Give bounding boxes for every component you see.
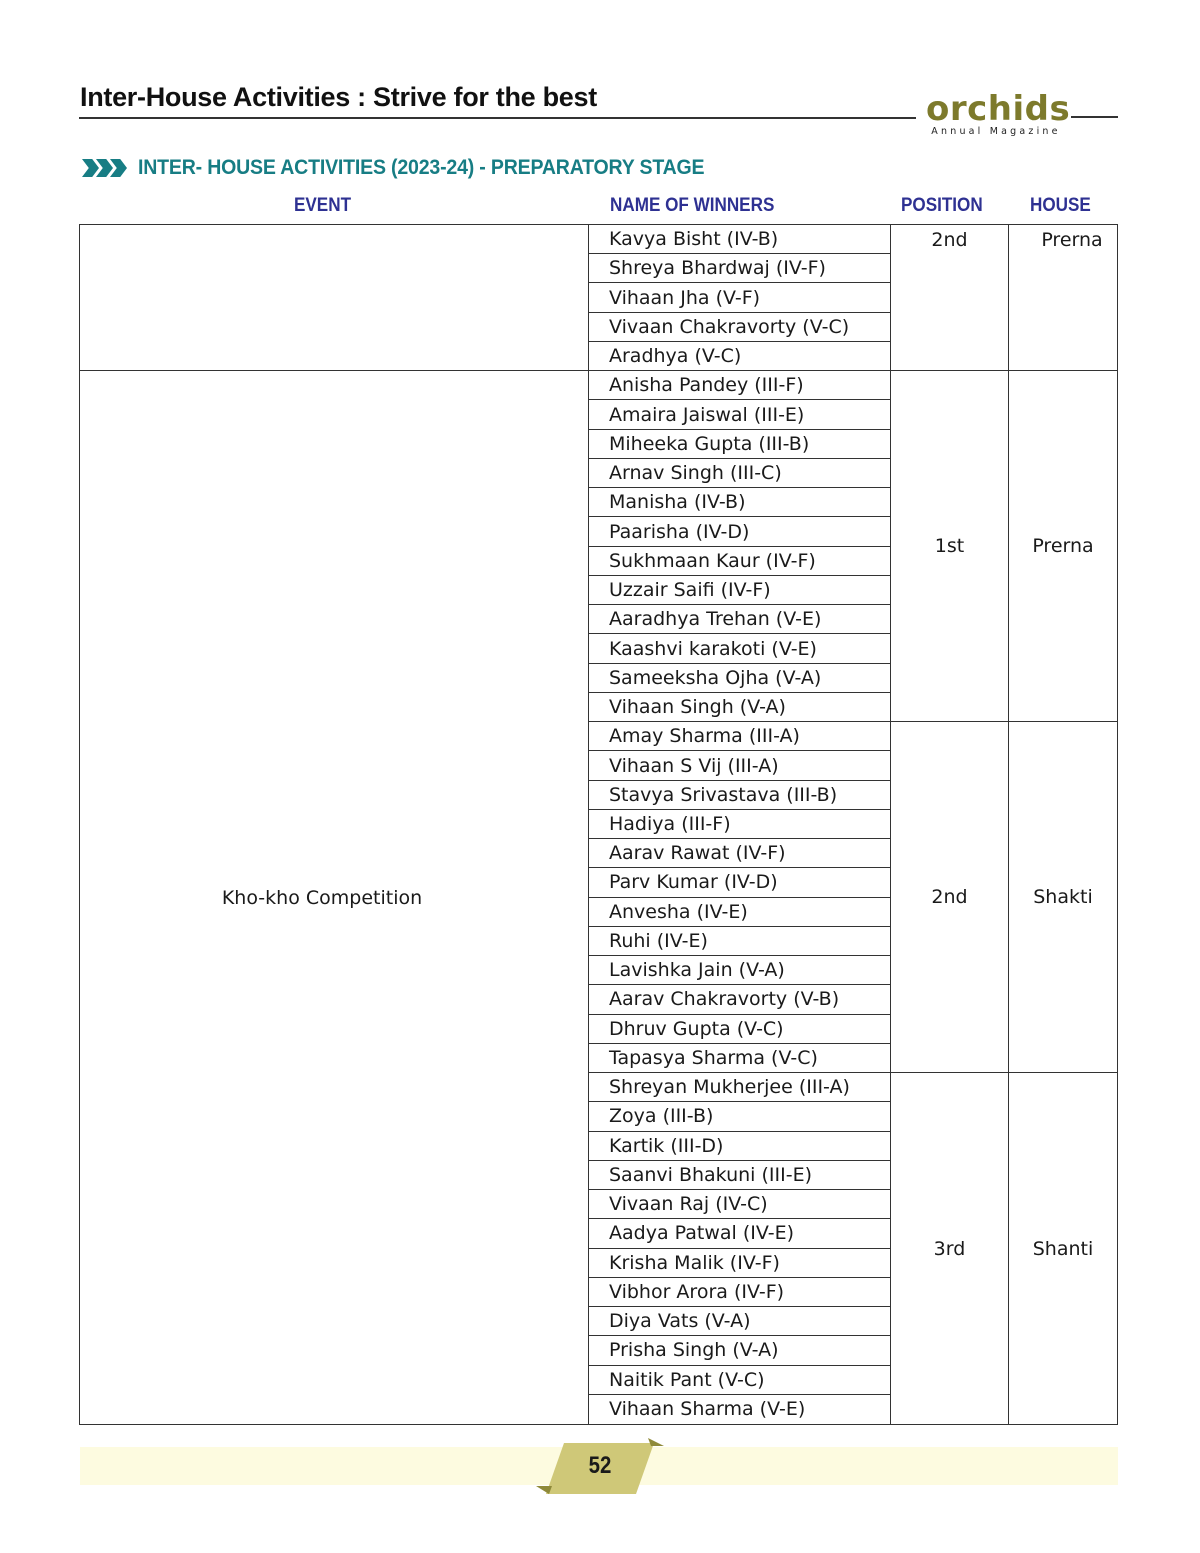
house-cell: [1009, 371, 1117, 722]
magazine-logo: [926, 89, 1071, 137]
title-divider: [79, 117, 916, 119]
page-title: Inter-House Activities : Strive for the best: [80, 82, 597, 112]
winner-name: Uzzair Saifi (IV-F): [589, 576, 891, 605]
winner-name: Aarav Chakravorty (V-B): [589, 985, 891, 1014]
position-value: 2nd: [931, 886, 968, 909]
winner-name: Anisha Pandey (III-F): [589, 371, 891, 400]
winner-name: Amaira Jaiswal (III-E): [589, 400, 891, 429]
column-header-house: HOUSE: [1030, 195, 1091, 216]
winner-name: Vihaan S Vij (III-A): [589, 751, 891, 780]
event-cell: [80, 225, 589, 371]
winner-name: Aadya Patwal (IV-E): [589, 1219, 891, 1248]
position-cell: [891, 1073, 1009, 1424]
position-value: 2nd: [931, 229, 968, 251]
winner-name: Saanvi Bhakuni (III-E): [589, 1161, 891, 1190]
column-header-event: EVENT: [294, 195, 352, 216]
logo-subtitle: Annual Magazine: [931, 126, 1061, 137]
winner-name: Kavya Bisht (IV-B): [589, 225, 891, 254]
winner-name: Parv Kumar (IV-D): [589, 868, 891, 897]
position-value: 1st: [934, 535, 965, 558]
winner-name: Aarav Rawat (IV-F): [589, 839, 891, 868]
winner-name: Sameeksha Ojha (V-A): [589, 664, 891, 693]
section-title: INTER- HOUSE ACTIVITIES (2023-24) - PREPARATORY STAGE: [138, 156, 705, 179]
winner-name: Dhruv Gupta (V-C): [589, 1015, 891, 1044]
house-cell: [1009, 1073, 1117, 1424]
winner-name: Manisha (IV-B): [589, 488, 891, 517]
winner-name: Kartik (III-D): [589, 1132, 891, 1161]
winner-name: Prisha Singh (V-A): [589, 1336, 891, 1365]
house-value: Prerna: [1032, 535, 1094, 558]
winner-name: Shreya Bhardwaj (IV-F): [589, 254, 891, 283]
position-value: 3rd: [933, 1237, 966, 1260]
winner-name: Anvesha (IV-E): [589, 898, 891, 927]
winner-name: Shreyan Mukherjee (III-A): [589, 1073, 891, 1102]
winner-name: Lavishka Jain (V-A): [589, 956, 891, 985]
section-heading: [82, 156, 747, 180]
position-cell: [891, 722, 1009, 1073]
winner-name: Vivaan Raj (IV-C): [589, 1190, 891, 1219]
winner-name: Kaashvi karakoti (V-E): [589, 634, 891, 663]
house-value: Prerna: [1041, 229, 1103, 251]
winner-name: Vivaan Chakravorty (V-C): [589, 313, 891, 342]
column-header-position: POSITION: [901, 195, 983, 216]
winner-name: Vihaan Singh (V-A): [589, 693, 891, 722]
winner-name: Sukhmaan Kaur (IV-F): [589, 547, 891, 576]
winner-name: Ruhi (IV-E): [589, 927, 891, 956]
house-value: Shanti: [1032, 1237, 1094, 1260]
winner-name: Tapasya Sharma (V-C): [589, 1044, 891, 1073]
winner-name: Miheeka Gupta (III-B): [589, 430, 891, 459]
event-name: Kho-kho Competition: [221, 886, 423, 909]
winner-name: Arnav Singh (III-C): [589, 459, 891, 488]
logo-wordmark: orchids: [926, 89, 1071, 129]
winner-name: Krisha Malik (IV-F): [589, 1249, 891, 1278]
event-cell: [80, 371, 589, 1424]
position-cell: [891, 371, 1009, 722]
house-cell: [1009, 225, 1117, 371]
triple-chevron-icon: [82, 159, 124, 177]
page-number: 52: [588, 1452, 612, 1479]
winner-name: Paarisha (IV-D): [589, 517, 891, 546]
winner-name: Vibhor Arora (IV-F): [589, 1278, 891, 1307]
winner-name: Stavya Srivastava (III-B): [589, 781, 891, 810]
column-header-names: NAME OF WINNERS: [610, 195, 775, 216]
winner-name: Amay Sharma (III-A): [589, 722, 891, 751]
winner-name: Vihaan Sharma (V-E): [589, 1395, 891, 1424]
winners-table: [79, 224, 1118, 1425]
winner-name: Aaradhya Trehan (V-E): [589, 605, 891, 634]
winner-name: Hadiya (III-F): [589, 810, 891, 839]
winner-name: Aradhya (V-C): [589, 342, 891, 371]
house-cell: [1009, 722, 1117, 1073]
winner-name: Vihaan Jha (V-F): [589, 283, 891, 312]
winner-name: Naitik Pant (V-C): [589, 1366, 891, 1395]
position-cell: [891, 225, 1009, 371]
house-value: Shakti: [1033, 886, 1093, 909]
winner-name: Zoya (III-B): [589, 1102, 891, 1131]
winner-name: Diya Vats (V-A): [589, 1307, 891, 1336]
logo-divider: [1071, 116, 1118, 118]
